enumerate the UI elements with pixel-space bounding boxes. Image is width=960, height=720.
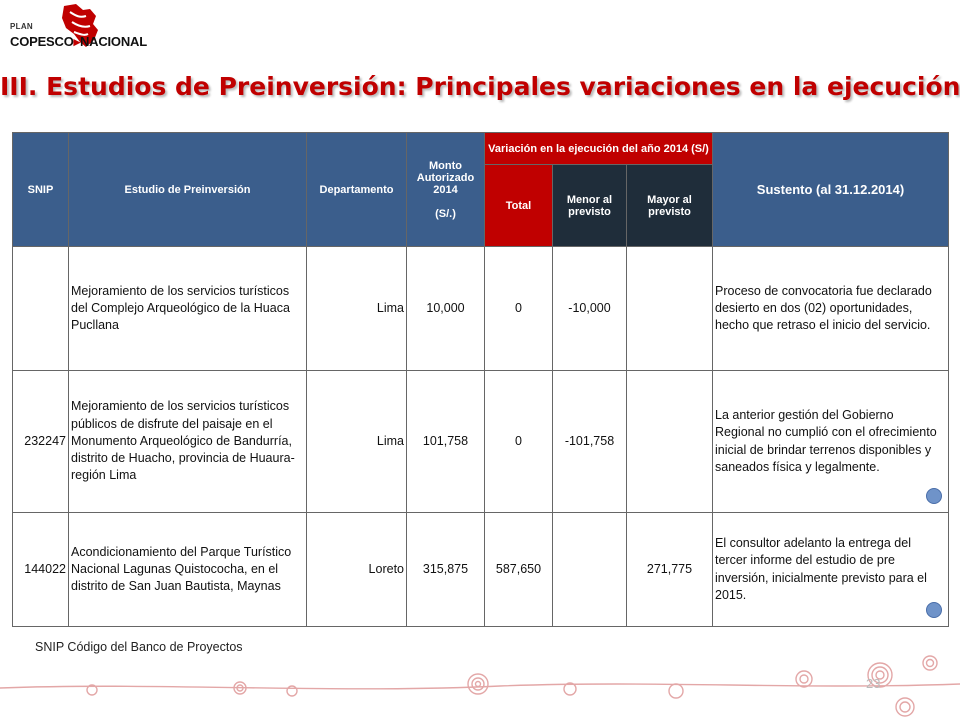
bullet-dot-icon (926, 488, 942, 504)
col-header-variation: Variación en la ejecución del año 2014 (S/) (485, 133, 713, 165)
col-header-less: Menor al previsto (553, 165, 627, 247)
cell-less: -101,758 (553, 371, 627, 513)
col-header-total: Total (485, 165, 553, 247)
support-text: La anterior gestión del Gobierno Regional no cumplió con el ofrecimiento inicial de brindar terrenos disponibles y saneados física y legalmente. (715, 408, 937, 474)
col-header-department: Departamento (307, 133, 407, 247)
preinvestment-table (12, 132, 949, 627)
cell-department: Lima (307, 247, 407, 371)
copesco-logo (6, 4, 156, 68)
cell-study: Acondicionamiento del Parque Turístico Nacional Lagunas Quistococha, en el distrito de San Juan Bautista, Maynas (69, 513, 307, 627)
table-row (13, 513, 949, 627)
cell-total: 0 (485, 247, 553, 371)
cell-study: Mejoramiento de los servicios turísticos del Complejo Arqueológico de la Huaca Pucllana (69, 247, 307, 371)
col-header-amount (407, 133, 485, 247)
col-header-study: Estudio de Preinversión (69, 133, 307, 247)
col-header-snip: SNIP (13, 133, 69, 247)
cell-snip: 144022 (13, 513, 69, 627)
support-text: El consultor adelanto la entrega del tercer informe del estudio de pre inversión, inicialmente previsto para el 2015. (715, 536, 927, 602)
decorative-swirls-icon (0, 655, 960, 720)
slide-title: III. Estudios de Preinversión: Principales variaciones en la ejecución (0, 72, 960, 101)
col-header-amount-title: Monto Autorizado 2014 (416, 159, 475, 196)
col-header-amount-unit: (S/.) (435, 207, 456, 220)
cell-amount: 101,758 (407, 371, 485, 513)
cell-less (553, 513, 627, 627)
cell-less: -10,000 (553, 247, 627, 371)
cell-amount: 10,000 (407, 247, 485, 371)
col-header-support: Sustento (al 31.12.2014) (713, 133, 949, 247)
logo-plan-text: PLAN (10, 22, 33, 31)
bullet-dot-icon (926, 602, 942, 618)
cell-snip: 232247 (13, 371, 69, 513)
cell-support: Proceso de convocatoria fue declarado desierto en dos (02) oportunidades, hecho que retraso el inicio del servicio. (713, 247, 949, 371)
cell-support (713, 371, 949, 513)
cell-more (627, 247, 713, 371)
cell-study: Mejoramiento de los servicios turísticos públicos de disfrute del paisaje en el Monumento Arqueológico de Bandurría, distrito de Huacho, provincia de Huaura-región Lima (69, 371, 307, 513)
col-header-more: Mayor al previsto (627, 165, 713, 247)
cell-total: 587,650 (485, 513, 553, 627)
table-row (13, 371, 949, 513)
cell-more (627, 371, 713, 513)
cell-snip (13, 247, 69, 371)
logo-brand-left: COPESCO (10, 34, 74, 49)
cell-support (713, 513, 949, 627)
cell-department: Lima (307, 371, 407, 513)
logo-brand-text: COPESCO▸NACIONAL (10, 34, 147, 49)
cell-more: 271,775 (627, 513, 713, 627)
footnote: SNIP Código del Banco de Proyectos (35, 640, 243, 654)
cell-amount: 315,875 (407, 513, 485, 627)
table-row (13, 247, 949, 371)
cell-total: 0 (485, 371, 553, 513)
logo-brand-right: NACIONAL (79, 34, 147, 49)
page-number: 23 (866, 676, 881, 691)
cell-department: Loreto (307, 513, 407, 627)
